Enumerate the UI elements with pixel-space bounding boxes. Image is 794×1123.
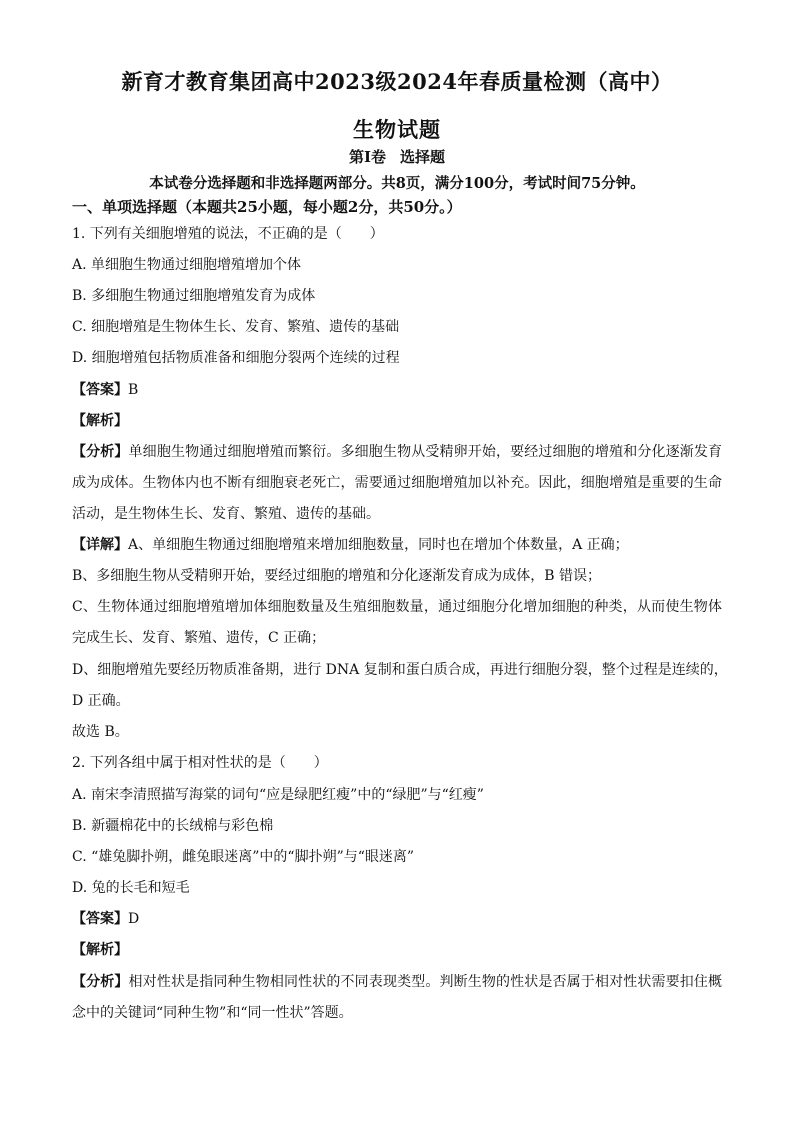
analysis-line: 念中的关键词“同种生物”和“同一性状”答题。 xyxy=(72,1005,353,1021)
section-heading: 一、单项选择题（本题共25小题，每小题2分，共50分。） xyxy=(72,198,462,216)
analysis-line: 成为成体。生物体内也不断有细胞衰老死亡，需要通过细胞增殖加以补充。因此，细胞增殖是重要的生命 xyxy=(72,475,722,491)
fenxi-tag: 【分析】 xyxy=(72,444,129,460)
fenxi-text: 单细胞生物通过细胞增殖而繁衍。多细胞生物从受精卵开始，要经过细胞的增殖和分化逐渐发育 xyxy=(128,444,723,460)
option-d: D. 细胞增殖包括物质准备和细胞分裂两个连续的过程 xyxy=(72,350,400,366)
analysis-tag: 【解析】 xyxy=(72,942,128,958)
question-stem: 2. 下列各组中属于相对性状的是（ ） xyxy=(72,755,328,771)
option-a: A. 单细胞生物通过细胞增殖增加个体 xyxy=(72,257,302,273)
option-c: C. “雄兔脚扑朔，雌兔眼迷离”中的“脚扑朔”与“眼迷离” xyxy=(72,849,415,865)
answer-tag: 【答案】 xyxy=(72,911,128,927)
analysis-tag: 【解析】 xyxy=(72,413,128,429)
exam-instructions: 本试卷分选择题和非选择题两部分。共8页，满分100分，考试时间75分钟。 xyxy=(149,175,645,192)
detail-text: A、单细胞生物通过细胞增殖来增加细胞数量，同时也在增加个体数量，A 正确； xyxy=(128,537,629,553)
question-stem: 1. 下列有关细胞增殖的说法，不正确的是（ ） xyxy=(72,226,384,242)
answer-value: D xyxy=(128,911,140,927)
option-d: D. 兔的长毛和短毛 xyxy=(72,880,190,896)
conclusion-line: 故选 B。 xyxy=(72,724,129,740)
detail-line xyxy=(72,536,629,554)
option-b: B. 新疆棉花中的长绒棉与彩色棉 xyxy=(72,818,274,834)
fenxi-text: 相对性状是指同种生物相同性状的不同表现类型。判断生物的性状是否属于相对性状需要扣住概 xyxy=(128,974,723,990)
volume-name: 选择题 xyxy=(400,148,446,166)
analysis-line: 活动，是生物体生长、发育、繁殖、遗传的基础。 xyxy=(72,506,380,522)
option-c: C. 细胞增殖是生物体生长、发育、繁殖、遗传的基础 xyxy=(72,319,400,335)
volume-heading xyxy=(0,146,794,167)
volume-label: 第Ⅰ卷 xyxy=(348,148,386,166)
xiangjie-tag: 【详解】 xyxy=(72,537,128,553)
fenxi-tag: 【分析】 xyxy=(72,974,129,990)
option-a: A. 南宋李清照描写海棠的词句“应是绿肥红瘦”中的“绿肥”与“红瘦” xyxy=(72,787,484,803)
option-b: B. 多细胞生物通过细胞增殖发育为成体 xyxy=(72,288,316,304)
answer-value: B xyxy=(128,382,139,398)
detail-line: 完成生长、发育、繁殖、遗传，C 正确； xyxy=(72,630,326,646)
answer-tag: 【答案】 xyxy=(72,382,128,398)
detail-line: D、细胞增殖先要经历物质准备期，进行 DNA 复制和蛋白质合成，再进行细胞分裂，整个过程是连续的， xyxy=(72,662,728,678)
detail-line: B、多细胞生物从受精卵开始，要经过细胞的增殖和分化逐渐发育成为成体，B 错误； xyxy=(72,568,602,584)
analysis-line xyxy=(72,443,722,461)
analysis-line xyxy=(72,973,722,991)
subject-title: 生物试题 xyxy=(353,117,441,142)
answer-line xyxy=(72,910,139,928)
detail-line: C、生物体通过细胞增殖增加体细胞数量及生殖细胞数量，通过细胞分化增加细胞的种类，从而使生物体 xyxy=(72,599,722,615)
detail-line: D 正确。 xyxy=(72,693,130,709)
answer-line xyxy=(72,381,138,399)
exam-title: 新育才教育集团高中2023级2024年春质量检测（高中） xyxy=(121,69,673,94)
